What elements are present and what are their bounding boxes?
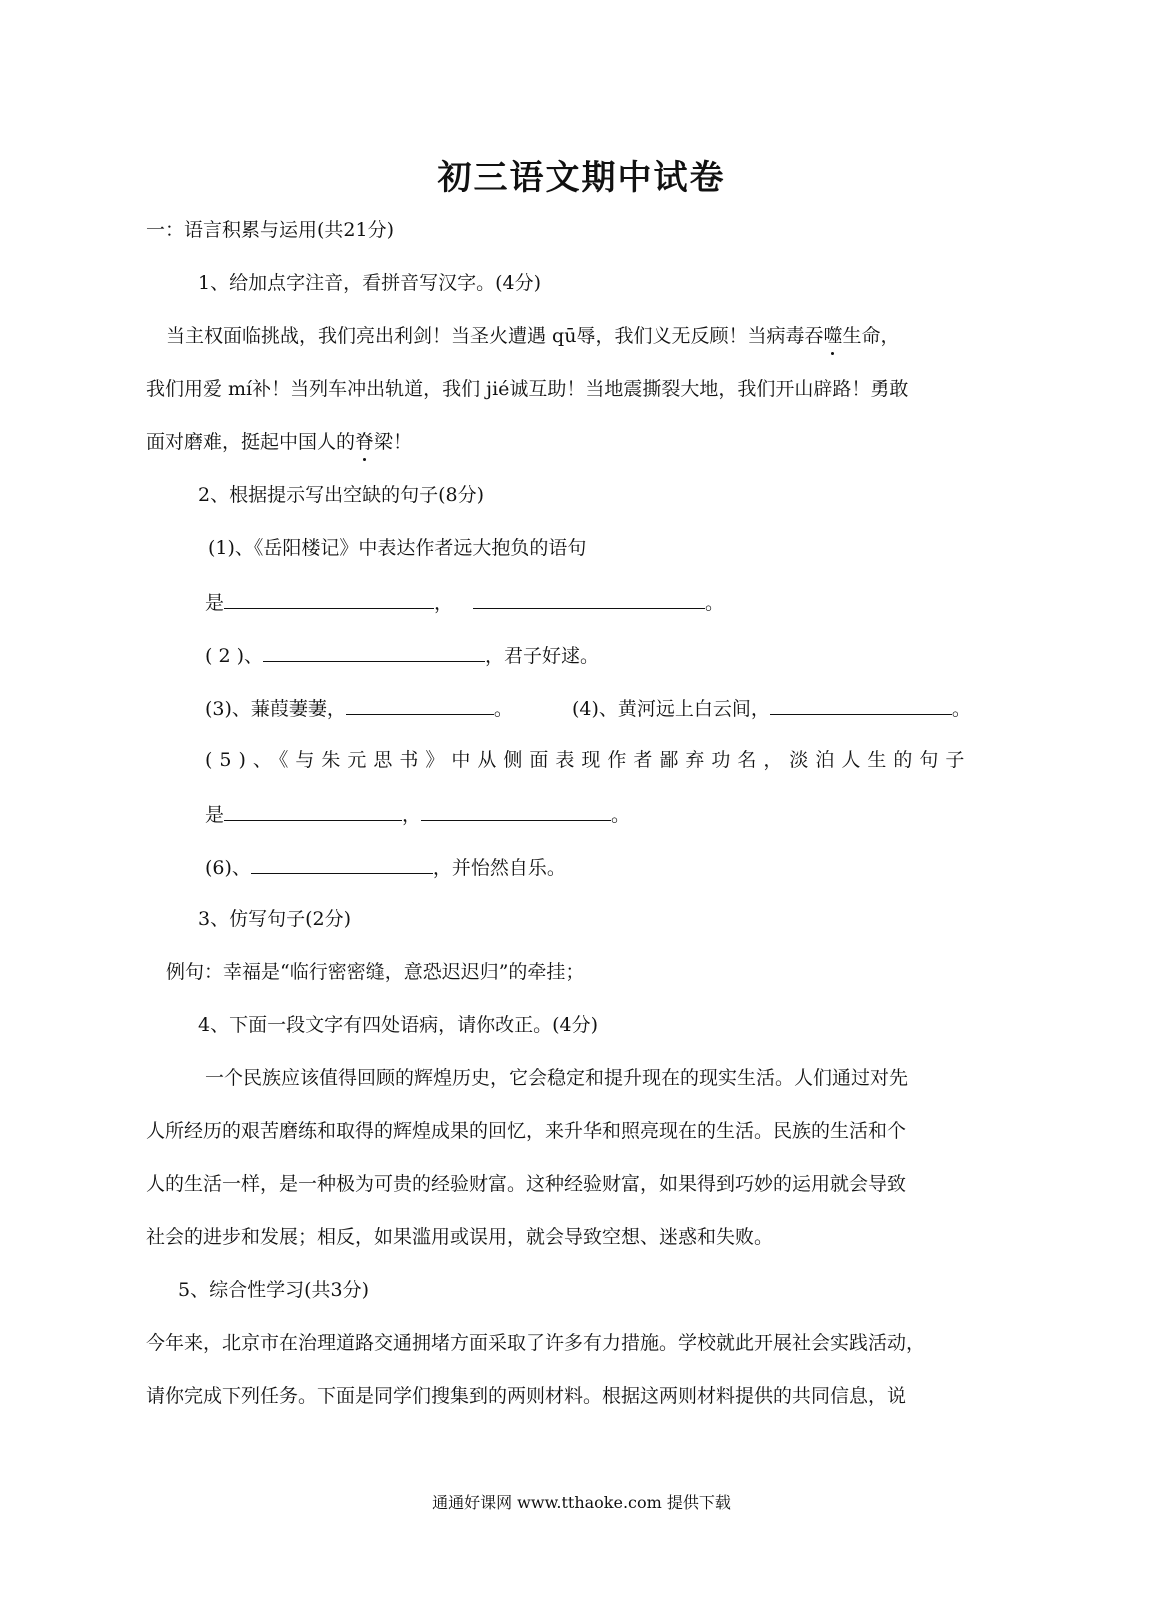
q2-s1-end: 。	[705, 592, 725, 614]
q2-s2-tail: ，君子好逑。	[485, 645, 600, 667]
answer-blank[interactable]	[421, 800, 611, 821]
question-5-heading: 5、综合性学习(共3分)	[178, 1279, 370, 1301]
q2-s1-prompt: (1)、《岳阳楼记》中表达作者远大抱负的语句	[208, 537, 587, 559]
answer-blank[interactable]	[263, 641, 485, 662]
q5-paragraph-line: 请你完成下列任务。下面是同学们搜集到的两则材料。根据这两则材料提供的共同信息，说	[146, 1385, 907, 1407]
q1-line-3	[146, 429, 412, 455]
answer-blank[interactable]	[473, 588, 705, 609]
q2-s2-label: ( 2 )、	[205, 645, 263, 667]
q4-paragraph-line: 人所经历的艰苦磨练和取得的辉煌成果的回忆，来升华和照亮现在的生活。民族的生活和个	[146, 1120, 907, 1142]
q2-s6-tail: ，并怡然自乐。	[432, 857, 566, 879]
q1-line-2: 我们用爱 mí补！当列车冲出轨道，我们 jié诚互助！当地震撕裂大地，我们开山辟路！勇敢	[146, 378, 909, 400]
q2-s5-prompt: (5)、《与朱元思书》中从侧面表现作者鄙弃功名，淡泊人生的句子	[205, 749, 972, 771]
page-title: 初三语文期中试卷	[437, 158, 726, 198]
q2-s3-end: 。	[493, 698, 513, 720]
q2-s6-label: (6)、	[205, 857, 251, 879]
q1-line-3-a: 面对磨难，挺起中国人的	[146, 431, 356, 453]
question-3-heading: 3、仿写句子(2分)	[198, 908, 352, 930]
dotted-char: 噬	[823, 325, 843, 347]
q1-line-1-b: 生命，	[842, 325, 900, 347]
q2-s5-answer-line	[205, 800, 630, 828]
answer-blank[interactable]	[770, 694, 952, 715]
q2-s3-line	[205, 694, 513, 722]
q1-line-1-a: 当主权面临挑战，我们亮出利剑！当圣火遭遇 qū辱，我们义无反顾！当病毒吞	[166, 325, 824, 347]
question-4-heading: 4、下面一段文字有四处语病，请你改正。(4分)	[198, 1014, 599, 1036]
question-2-heading: 2、根据提示写出空缺的句子(8分)	[198, 484, 485, 506]
q2-s5-is: 是	[205, 804, 225, 826]
footer-source: 通通好课网 www.tthaoke.com 提供下载	[432, 1493, 731, 1512]
q4-paragraph-line: 一个民族应该值得回顾的辉煌历史，它会稳定和提升现在的现实生活。人们通过对先	[205, 1067, 909, 1089]
q2-s5-end: 。	[611, 804, 631, 826]
dotted-char: 脊	[355, 431, 375, 453]
q2-s4-label: (4)、黄河远上白云间，	[572, 698, 770, 720]
q4-paragraph-line: 人的生活一样，是一种极为可贵的经验财富。这种经验财富，如果得到巧妙的运用就会导致	[146, 1173, 907, 1195]
answer-blank[interactable]	[346, 694, 494, 715]
q2-s1-comma: ，	[434, 592, 454, 614]
q1-line-3-b: 梁！	[374, 431, 413, 453]
q3-example: 例句：幸福是“临行密密缝，意恐迟迟归”的牵挂；	[166, 961, 585, 983]
q2-s4-end: 。	[951, 698, 971, 720]
answer-blank[interactable]	[224, 588, 434, 609]
question-1-heading: 1、给加点字注音，看拼音写汉字。(4分)	[198, 272, 542, 294]
q2-s4-line	[572, 694, 971, 722]
section-heading: 一：语言积累与运用(共21分)	[146, 219, 395, 241]
q2-s1-answer-line	[205, 588, 724, 616]
q4-paragraph-line: 社会的进步和发展；相反，如果滥用或误用，就会导致空想、迷惑和失败。	[146, 1226, 774, 1248]
q2-s6-line	[205, 853, 566, 881]
answer-blank[interactable]	[251, 853, 433, 874]
q2-s3-label: (3)、蒹葭萋萋，	[205, 698, 346, 720]
q1-line-1	[166, 323, 899, 349]
q2-s1-is: 是	[205, 592, 225, 614]
q5-paragraph-line: 今年来，北京市在治理道路交通拥堵方面采取了许多有力措施。学校就此开展社会实践活动，	[146, 1332, 926, 1354]
answer-blank[interactable]	[224, 800, 402, 821]
q2-s2-line	[205, 641, 599, 669]
q2-s5-comma: ，	[402, 804, 422, 826]
